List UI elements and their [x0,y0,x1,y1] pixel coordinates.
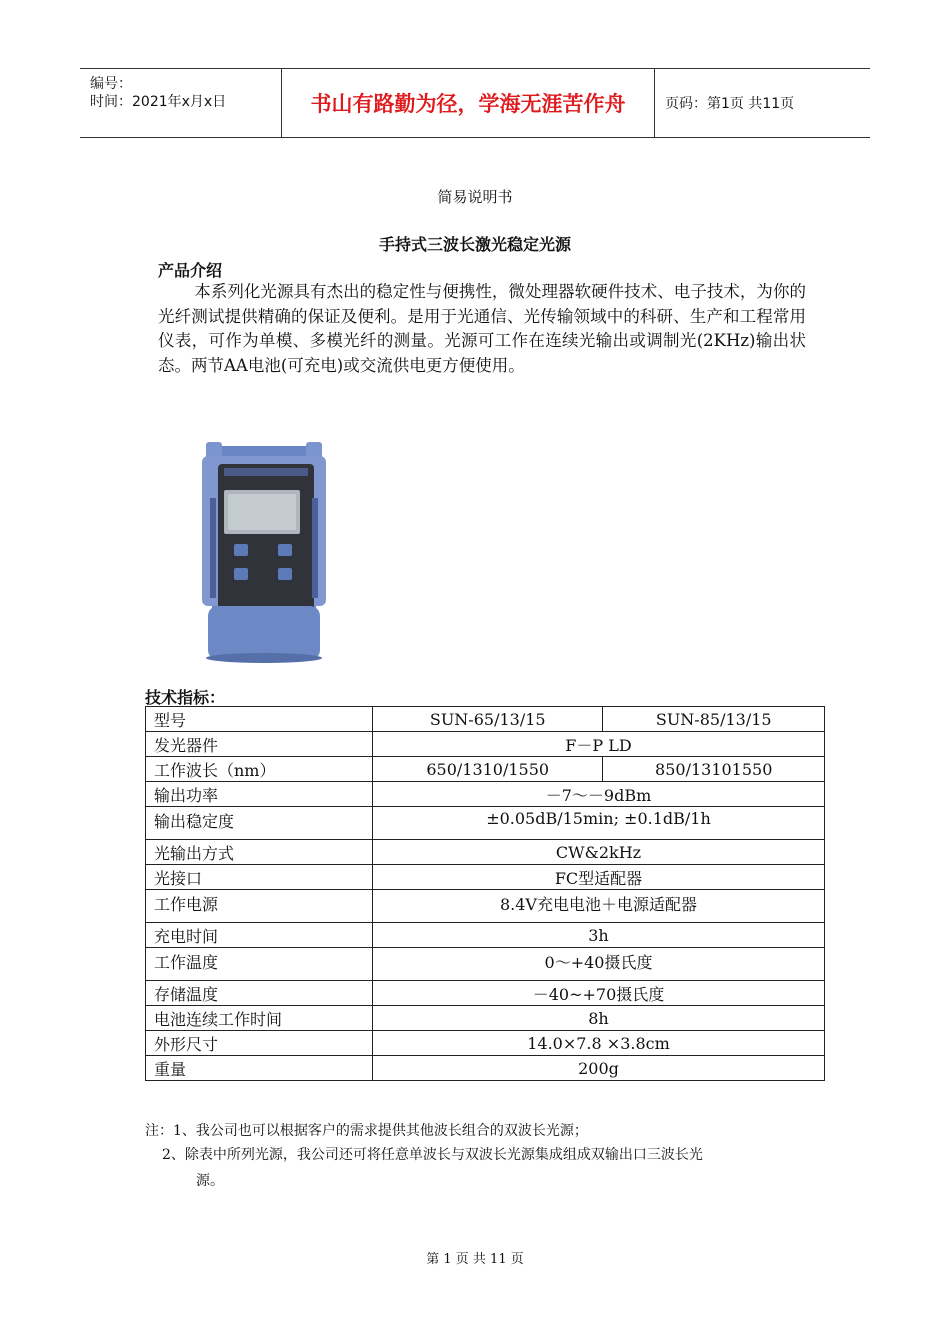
table-cell: 电池连续工作时间 [146,1006,373,1031]
table-row [146,890,825,923]
table-cell: 工作波长（nm） [146,757,373,782]
note-2-continued: 源。 [196,1173,224,1189]
page-footer: 第 1 页 共 11 页 [426,1252,524,1267]
table-row [146,807,825,840]
table-cell: 14.0×7.8 ×3.8cm [373,1031,825,1056]
table-row [146,732,825,757]
table-cell: 型号 [146,707,373,732]
table-cell: 工作电源 [146,890,373,923]
table-cell: 发光器件 [146,732,373,757]
table-cell: ±0.05dB/15min; ±0.1dB/1h [373,807,825,840]
header-divider [654,69,655,137]
light-source-device-image [198,438,330,664]
intro-paragraph: 本系列化光源具有杰出的稳定性与便携性，微处理器软硬件技术、电子技术，为你的光纤测试提供精确的保证及便利。是用于光通信、光传输领域中的科研、生产和工程常用仪表，可作为单模、多模光纤的测量。光源可工作在连续光输出或调制光(2KHz)输出状态。两节AA电池(可充电)或交流供电更方便使用。 [158,282,806,375]
intro-heading: 产品介绍 [158,261,223,280]
table-cell: 输出稳定度 [146,807,373,840]
table-row [146,840,825,865]
table-row [146,948,825,981]
header-motto: 书山有路勤为径，学海无涯苦作舟 [310,92,626,116]
table-cell: 外形尺寸 [146,1031,373,1056]
spec-heading: 技术指标： [145,688,226,707]
note-1: 注：1、我公司也可以根据客户的需求提供其他波长组合的双波长光源； [145,1123,588,1139]
table-row [146,757,825,782]
table-cell: 200g [373,1056,825,1081]
table-cell: 3h [373,923,825,948]
table-cell: 充电时间 [146,923,373,948]
table-cell: 850/13101550 [603,757,825,782]
spec-table [145,706,825,1081]
table-cell: SUN-65/13/15 [373,707,603,732]
table-cell: 重量 [146,1056,373,1081]
page-header [80,68,870,138]
table-cell: 光输出方式 [146,840,373,865]
table-row [146,1056,825,1081]
number-label: 编号： [90,76,132,92]
table-cell: CW&2kHz [373,840,825,865]
note-2: 2、除表中所列光源，我公司还可将任意单波长与双波长光源集成组成双输出口三波长光 [162,1147,703,1163]
table-row [146,1006,825,1031]
header-meta [80,69,280,137]
table-cell: 650/1310/1550 [373,757,603,782]
doc-title: 简易说明书 [437,188,513,206]
table-cell: SUN-85/13/15 [603,707,825,732]
table-row [146,707,825,732]
table-cell: FC型适配器 [373,865,825,890]
table-cell: F－P LD [373,732,825,757]
table-row [146,782,825,807]
table-cell: －40~+70摄氏度 [373,981,825,1006]
table-row [146,865,825,890]
table-cell: 0～+40摄氏度 [373,948,825,981]
table-cell: 输出功率 [146,782,373,807]
table-cell: 工作温度 [146,948,373,981]
table-cell: －7～－9dBm [373,782,825,807]
table-cell: 8h [373,1006,825,1031]
date-label: 时间：2021年x月x日 [90,94,227,110]
table-cell: 8.4V充电电池＋电源适配器 [373,890,825,923]
table-cell: 光接口 [146,865,373,890]
table-row [146,981,825,1006]
table-row [146,1031,825,1056]
product-title: 手持式三波长激光稳定光源 [378,235,571,254]
header-page-info: 页码：第1页 共11页 [665,96,795,112]
table-row [146,923,825,948]
table-cell: 存储温度 [146,981,373,1006]
